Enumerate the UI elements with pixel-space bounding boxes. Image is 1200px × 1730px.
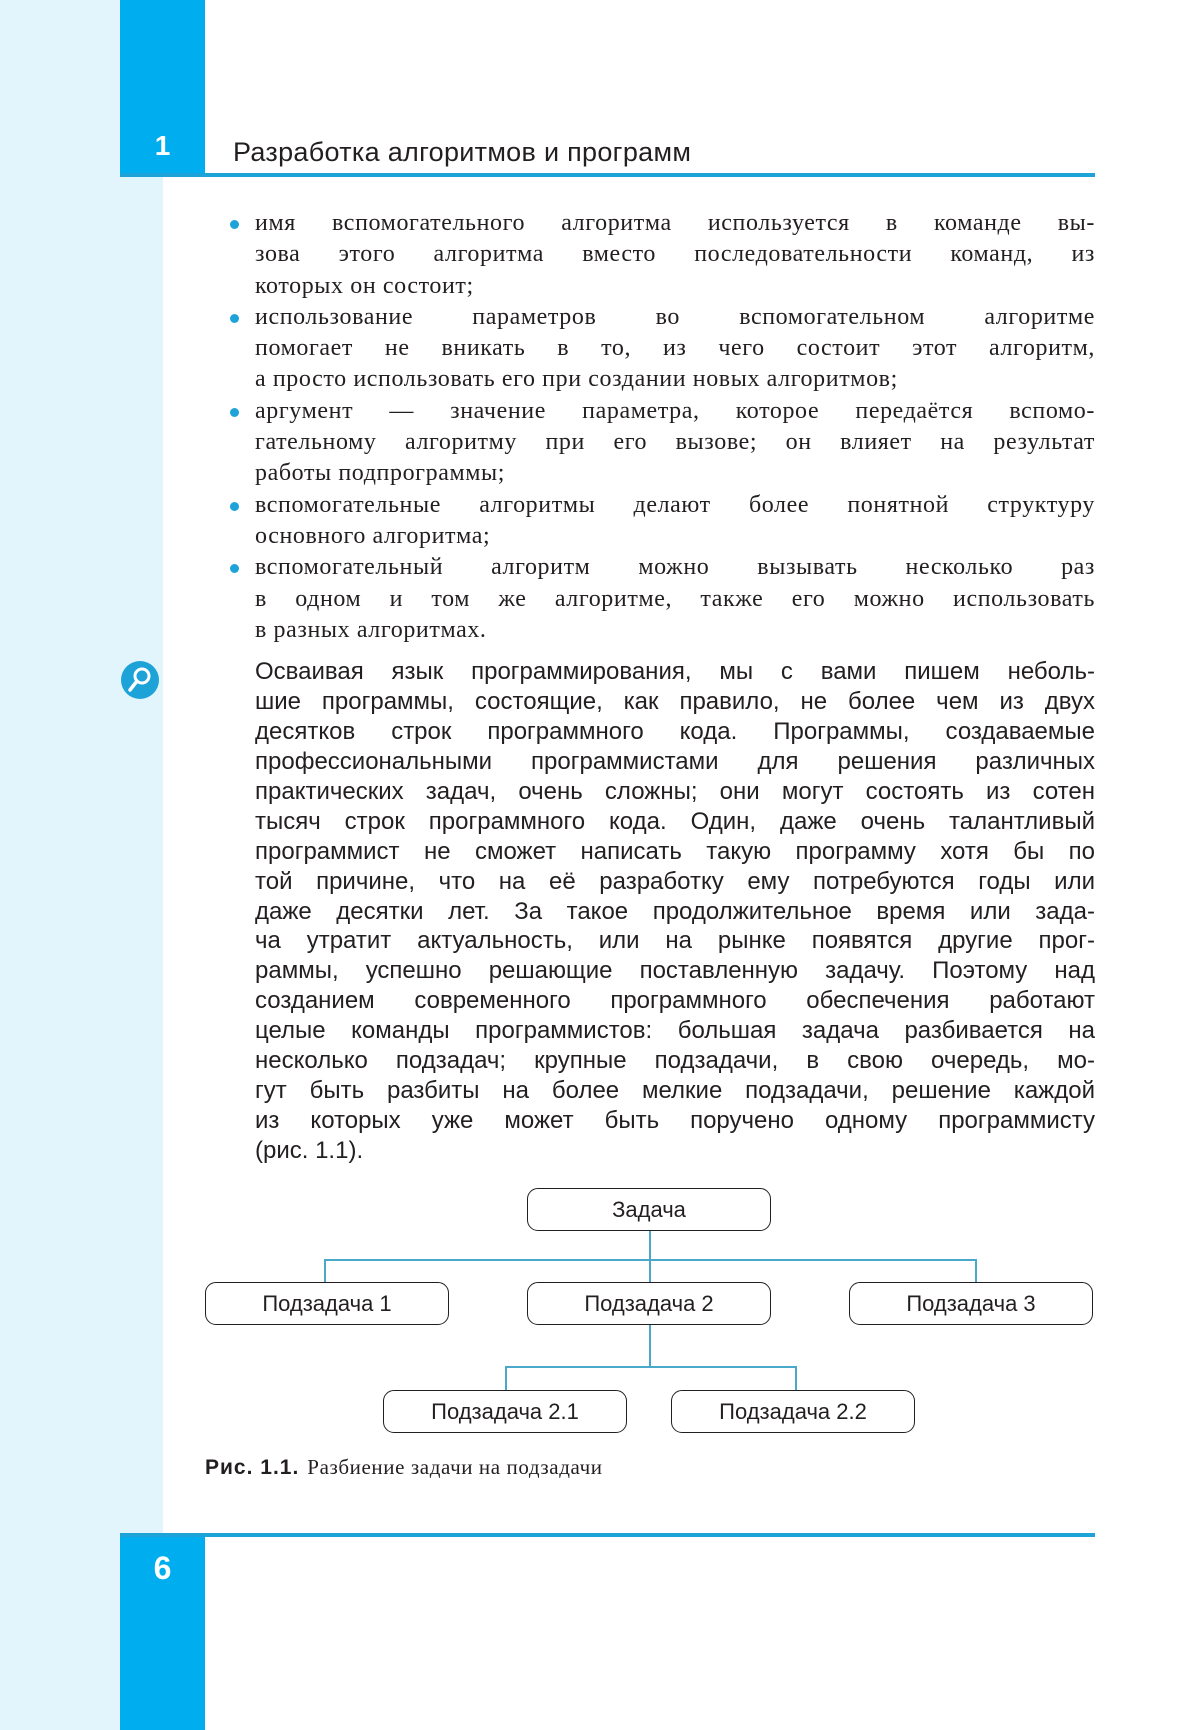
- text-line: работы подпрограммы;: [255, 460, 506, 487]
- chapter-title: Разработка алгоритмов и программ: [233, 137, 692, 167]
- bullet-dot-icon: [230, 314, 239, 323]
- diagram-node-subtask-2: Подзадача 2: [527, 1282, 771, 1325]
- text-line: тысяч строк программного кода. Один, даже очень талантливый: [255, 807, 1095, 835]
- text-line: ча утратит актуальность, или на рынке появятся другие прог-: [255, 927, 1095, 955]
- text-line: программист не сможет написать такую программу хотя бы по: [255, 837, 1095, 865]
- diagram-node-subtask-2-1: Подзадача 2.1: [383, 1390, 627, 1433]
- connector-line: [649, 1325, 651, 1367]
- text-line: аргумент — значение параметра, которое передаётся вспомо-: [255, 397, 1095, 424]
- bullet-dot-icon: [230, 220, 239, 229]
- text-line: в одном и том же алгоритме, также его можно использовать: [255, 585, 1095, 612]
- text-line: раммы, успешно решающие поставленную задачу. Поэтому над: [255, 957, 1095, 985]
- text-line: помогает не вникать в то, из чего состоит этот алгоритм,: [255, 335, 1095, 362]
- page-number: 6: [153, 1550, 172, 1586]
- connector-line: [324, 1259, 977, 1261]
- text-line: использование параметров во вспомогательном алгоритме: [255, 303, 1095, 330]
- text-line: шие программы, состоящие, как правило, не более чем из двух: [255, 687, 1095, 715]
- magnifier-icon: [120, 660, 160, 700]
- chapter-number: 1: [154, 130, 171, 161]
- text-line: практических задач, очень сложны; они могут состоять из сотен: [255, 777, 1095, 805]
- body-paragraph: [255, 657, 1095, 1166]
- text-line: зова этого алгоритма вместо последовательности команд, из: [255, 241, 1095, 268]
- text-line: гут быть разбиты на более мелкие подзадачи, решение каждой: [255, 1077, 1095, 1105]
- text-line: профессиональными программистами для решения различных: [255, 747, 1095, 775]
- figure-caption: [205, 1455, 603, 1480]
- text-line: гательному алгоритму при его вызове; он влияет на результат: [255, 429, 1095, 456]
- text-line: а просто использовать его при создании новых алгоритмов;: [255, 366, 898, 393]
- bullet-item: [255, 552, 1095, 646]
- connector-line: [505, 1366, 507, 1391]
- text-line: вспомогательные алгоритмы делают более понятной структуру: [255, 491, 1095, 518]
- connector-line: [795, 1366, 797, 1391]
- bullet-item: [255, 490, 1095, 553]
- bullet-item: [255, 396, 1095, 490]
- figure-number: Рис. 1.1.: [205, 1456, 300, 1479]
- header-rule: [120, 173, 1095, 177]
- diagram-node-root: Задача: [527, 1188, 771, 1231]
- bullet-dot-icon: [230, 408, 239, 417]
- text-line: имя вспомогательного алгоритма используется в команде вы-: [255, 210, 1095, 236]
- connector-line: [975, 1259, 977, 1283]
- text-line: несколько подзадач; крупные подзадачи, в свою очередь, мо-: [255, 1047, 1095, 1075]
- footer-rule: [120, 1533, 1095, 1537]
- bullet-item: [255, 208, 1095, 302]
- diagram-node-subtask-2-2: Подзадача 2.2: [671, 1390, 915, 1433]
- diagram-node-subtask-1: Подзадача 1: [205, 1282, 449, 1325]
- margin-strip: [0, 0, 163, 1730]
- bullet-dot-icon: [230, 564, 239, 573]
- bullet-dot-icon: [230, 502, 239, 511]
- connector-line: [649, 1231, 651, 1283]
- text-line: из которых уже может быть поручено одному программисту: [255, 1107, 1095, 1135]
- connector-line: [505, 1366, 796, 1368]
- text-line: даже десятки лет. За такое продолжительное время или зада-: [255, 897, 1095, 925]
- bullet-item: [255, 302, 1095, 396]
- text-line: десятков строк программного кода. Программы, создаваемые: [255, 717, 1095, 745]
- connector-line: [324, 1259, 326, 1283]
- bullet-list: [255, 208, 1095, 646]
- text-line: в разных алгоритмах.: [255, 616, 487, 643]
- diagram-node-subtask-3: Подзадача 3: [849, 1282, 1093, 1325]
- text-line: вспомогательный алгоритм можно вызывать несколько раз: [255, 554, 1095, 581]
- figure-caption-text: Разбиение задачи на подзадачи: [307, 1455, 603, 1479]
- text-line: которых он состоит;: [255, 272, 474, 299]
- text-line: созданием современного программного обеспечения работают: [255, 987, 1095, 1015]
- text-line: основного алгоритма;: [255, 522, 491, 549]
- text-line: Осваивая язык программирования, мы с вами пишем неболь-: [255, 658, 1095, 685]
- text-line: (рис. 1.1).: [255, 1137, 364, 1164]
- text-line: той причине, что на её разработку ему потребуются годы или: [255, 867, 1095, 895]
- text-line: целые команды программистов: большая задача разбивается на: [255, 1017, 1095, 1045]
